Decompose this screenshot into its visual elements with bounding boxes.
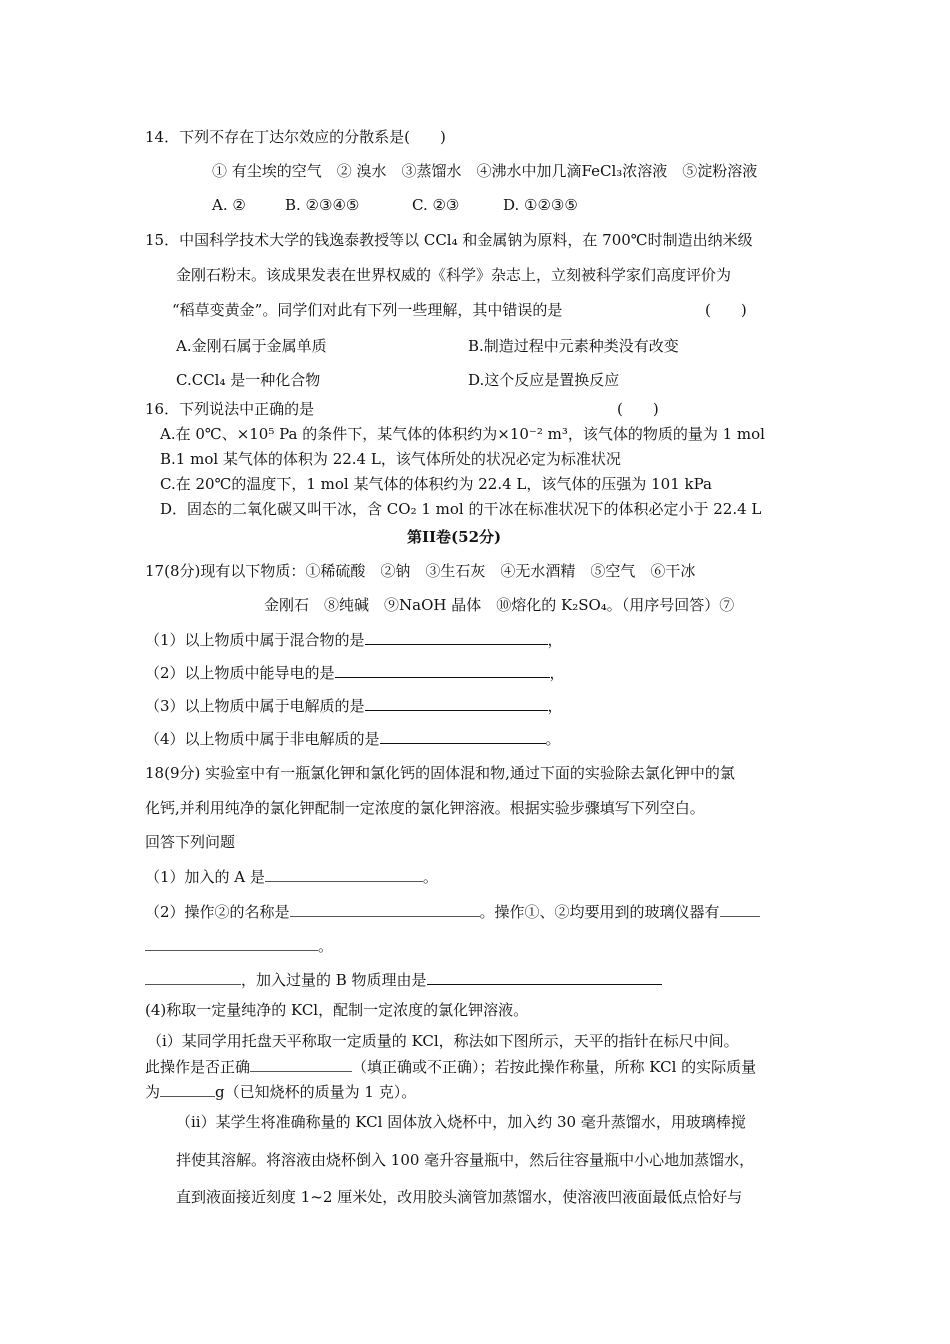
q16-answer-paren: ( ) xyxy=(617,400,659,418)
q18-ii-line3: 直到液面接近刻度 1~2 厘米处，改用胶头滴管加蒸馏水，使溶液凹液面最低点恰好与 xyxy=(176,1188,743,1206)
q18-line3: 回答下列问题 xyxy=(145,833,236,851)
q18-i-line3: 为 g（已知烧杯的质量为 1 克）。 xyxy=(145,1083,417,1101)
q17-sub2-blank[interactable] xyxy=(335,662,550,678)
q17-sub1: （1）以上物质中属于混合物的是 ， xyxy=(145,631,563,649)
q15-option-a: A.金刚石属于金属单质 xyxy=(176,337,327,355)
q18-sub3-blank-2[interactable] xyxy=(427,969,662,985)
q18-i-blank-1[interactable] xyxy=(250,1056,352,1072)
q17-sub4: （4）以上物质中属于非电解质的是 。 xyxy=(145,730,561,748)
q17-sub3-blank[interactable] xyxy=(365,695,548,711)
q18-line2: 化钙,并利用纯净的氯化钾配制一定浓度的氯化钾溶液。根据实验步骤填写下列空白。 xyxy=(145,799,705,817)
q17-sub2: （2）以上物质中能导电的是 ， xyxy=(145,664,565,682)
q18-i-line1: （i）某同学用托盘天平称取一定质量的 KCl，称法如下图所示，天平的指针在标尺中间。 xyxy=(147,1032,739,1050)
q15-line3: “稻草变黄金”。同学们对此有下列一些理解，其中错误的是 xyxy=(172,301,563,319)
q17-sub1-blank[interactable] xyxy=(365,629,548,645)
q18-sub3: ，加入过量的 B 物质理由是 xyxy=(145,969,662,990)
q16-option-c: C.在 20℃的温度下，1 mol 某气体的体积约为 22.4 L，该气体的压强为 101 kPa xyxy=(160,475,712,493)
q17-sub4-blank[interactable] xyxy=(380,728,546,744)
q18-ii-line2: 拌使其溶解。将溶液由烧杯倒入 100 毫升容量瓶中，然后往容量瓶中小心地加蒸馏水， xyxy=(176,1151,755,1169)
q18-line1: 18(9分) 实验室中有一瓶氯化钾和氯化钙的固体混和物,通过下面的实验除去氯化钾中的氯 xyxy=(145,764,735,782)
q15-option-b: B.制造过程中元素种类没有改变 xyxy=(468,337,679,355)
q14-stem: 14．下列不存在丁达尔效应的分散系是( ) xyxy=(145,128,446,146)
q18-sub3-blank[interactable] xyxy=(145,969,241,985)
section-2-title: 第II卷(52分) xyxy=(407,528,502,546)
q18-sub2-blank-2[interactable] xyxy=(720,901,760,917)
q15-option-d: D.这个反应是置换反应 xyxy=(468,371,620,389)
q18-sub2-cont: 。 xyxy=(145,935,333,956)
q14-option-b: B. ②③④⑤ xyxy=(285,196,360,214)
q17-line1: 17(8分)现有以下物质：①稀硫酸 ②钠 ③生石灰 ④无水酒精 ⑤空气 ⑥干冰 xyxy=(145,562,696,580)
q15-line2: 金刚石粉末。该成果发表在世界权威的《科学》杂志上，立刻被科学家们高度评价为 xyxy=(176,266,732,284)
q18-i-line2: 此操作是否正确 （填正确或不正确）；若按此操作称量，所称 KCl 的实际质量 xyxy=(145,1058,757,1076)
q16-option-a: A.在 0℃、×10⁵ Pa 的条件下，某气体的体积约为×10⁻² m³，该气体的物质的量为 1 mol xyxy=(160,425,765,443)
q16-stem: 16．下列说法中正确的是 xyxy=(145,400,315,418)
q14-option-a: A. ② xyxy=(212,196,246,214)
q16-option-b: B.1 mol 某气体的体积为 22.4 L，该气体所处的状况必定为标准状况 xyxy=(160,450,621,468)
q18-sub1-blank[interactable] xyxy=(265,866,423,882)
q18-i-blank-2[interactable] xyxy=(160,1081,215,1097)
q17-sub3: （3）以上物质中属于电解质的是 ， xyxy=(145,697,563,715)
q16-option-d: D．固态的二氧化碳又叫干冰，含 CO₂ 1 mol 的干冰在标准状况下的体积必定小于 22.4 L xyxy=(160,500,762,518)
q14-option-c: C. ②③ xyxy=(412,196,460,214)
q18-sub1: （1）加入的 A 是 。 xyxy=(145,868,438,886)
q17-line2: 金刚石 ⑧纯碱 ⑨NaOH 晶体 ⑩熔化的 K₂SO₄。（用序号回答）⑦ xyxy=(264,596,735,614)
q18-sub2-blank[interactable] xyxy=(290,901,480,917)
q18-ii-line1: （ii）某学生将准确称量的 KCl 固体放入烧杯中，加入约 30 毫升蒸馏水，用玻璃棒搅 xyxy=(176,1113,746,1131)
q18-sub2-blank-3[interactable] xyxy=(145,935,318,951)
q15-option-c: C.CCl₄ 是一种化合物 xyxy=(176,371,321,389)
q18-sub2: （2）操作②的名称是 。操作①、②均要用到的玻璃仪器有 xyxy=(145,901,760,922)
q18-sub4: (4)称取一定量纯净的 KCl，配制一定浓度的氯化钾溶液。 xyxy=(145,1001,529,1019)
q15-answer-paren: ( ) xyxy=(705,301,747,319)
q14-items: ① 有尘埃的空气 ② 溴水 ③蒸馏水 ④沸水中加几滴FeCl₃浓溶液 ⑤淀粉溶液 xyxy=(212,162,758,180)
q15-line1: 15．中国科学技术大学的钱逸泰教授等以 CCl₄ 和金属钠为原料，在 700℃时制造出纳米级 xyxy=(145,231,753,249)
q14-option-d: D. ①②③⑤ xyxy=(503,196,578,214)
